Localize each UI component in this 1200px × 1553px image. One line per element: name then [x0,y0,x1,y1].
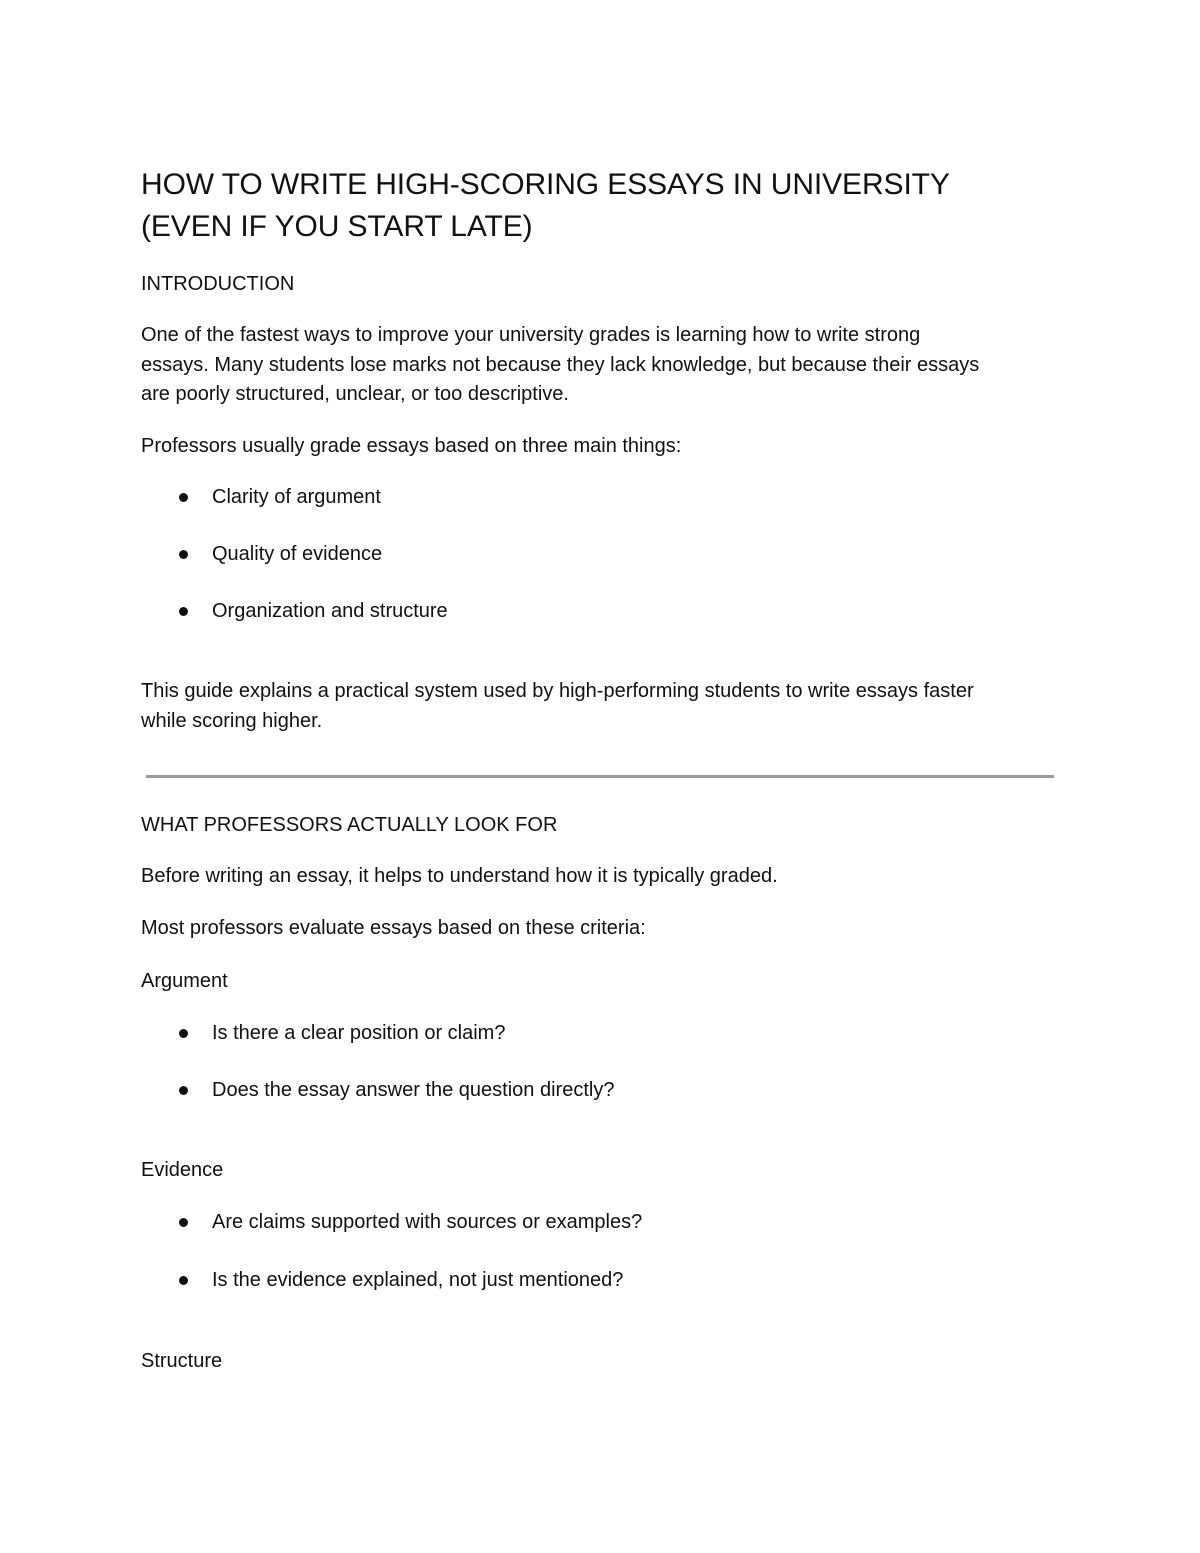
list-item-text: Does the essay answer the question directly? [212,1079,615,1101]
introduction-heading: INTRODUCTION [141,273,295,295]
bullet-icon [179,1276,188,1285]
list-item-text: Organization and structure [212,600,448,622]
list-item [141,482,1062,512]
professors-heading: WHAT PROFESSORS ACTUALLY LOOK FOR [141,814,558,836]
list-item [141,1207,1062,1237]
list-item-text: Is there a clear position or claim? [212,1022,506,1044]
title-line-2: (EVEN IF YOU START LATE) [141,210,533,243]
list-item [141,596,1062,626]
list-item [141,1265,1062,1295]
intro-paragraph-3-line-1: This guide explains a practical system used by high-performing students to write essays faster [141,680,974,702]
title-line-1: HOW TO WRITE HIGH-SCORING ESSAYS IN UNIVERSITY [141,168,950,201]
professors-paragraph-2: Most professors evaluate essays based on these criteria: [141,917,646,939]
document-title [141,164,950,248]
argument-label: Argument [141,970,228,992]
list-item [141,1018,1062,1048]
bullet-icon [179,607,188,616]
intro-paragraph-3 [141,677,974,736]
intro-paragraph-1-line-2: essays. Many students lose marks not because they lack knowledge, but because their essays [141,353,980,376]
bullet-icon [179,550,188,559]
bullet-icon [179,1218,188,1227]
bullet-icon [179,1029,188,1038]
list-item-text: Are claims supported with sources or examples? [212,1211,643,1233]
bullet-icon [179,1086,188,1095]
intro-paragraph-2: Professors usually grade essays based on three main things: [141,435,682,457]
intro-paragraph-3-line-2: while scoring higher. [141,709,323,732]
list-item-text: Is the evidence explained, not just mentioned? [212,1269,624,1291]
list-item [141,1075,1062,1105]
bullet-icon [179,493,188,502]
section-divider [146,775,1054,778]
list-item-text: Quality of evidence [212,543,383,565]
professors-paragraph-1: Before writing an essay, it helps to understand how it is typically graded. [141,865,778,887]
list-item-text: Clarity of argument [212,486,381,508]
intro-paragraph-1-line-1: One of the fastest ways to improve your university grades is learning how to write strong [141,324,921,346]
evidence-label: Evidence [141,1159,224,1181]
intro-paragraph-1-line-3: are poorly structured, unclear, or too descriptive. [141,383,569,405]
list-item [141,539,1062,569]
intro-paragraph-1 [141,321,979,410]
structure-label: Structure [141,1350,223,1372]
